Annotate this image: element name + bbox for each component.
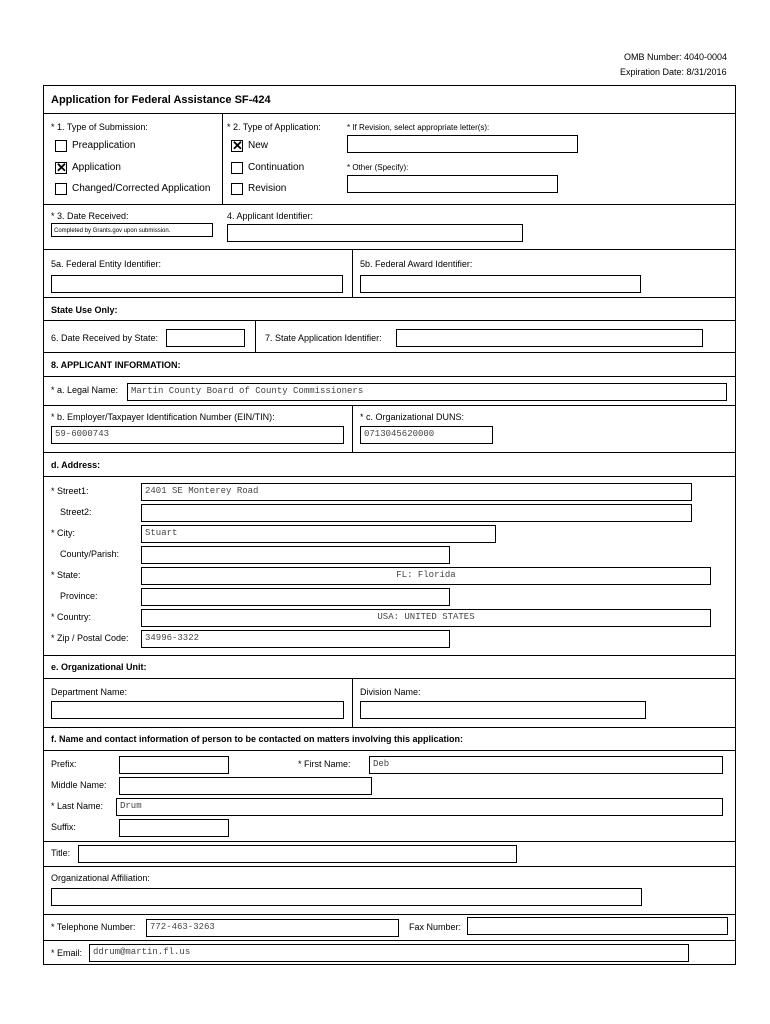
divider bbox=[255, 320, 256, 352]
type-of-application-label: * 2. Type of Application: bbox=[227, 122, 321, 132]
divider bbox=[43, 376, 736, 377]
middle-name-input[interactable] bbox=[119, 777, 372, 795]
state-label: * State: bbox=[51, 570, 81, 580]
legal-name-input[interactable]: Martin County Board of County Commissioners bbox=[127, 383, 727, 401]
divider bbox=[43, 914, 736, 915]
divider bbox=[352, 678, 353, 727]
divider bbox=[43, 204, 736, 205]
federal-award-input[interactable] bbox=[360, 275, 641, 293]
organizational-unit-heading: e. Organizational Unit: bbox=[51, 662, 147, 672]
revision-letter-input[interactable] bbox=[347, 135, 578, 153]
divider bbox=[352, 405, 353, 452]
type-of-submission-label: * 1. Type of Submission: bbox=[51, 122, 148, 132]
zip-input[interactable]: 34996-3322 bbox=[141, 630, 450, 648]
other-specify-label: * Other (Specify): bbox=[347, 163, 409, 172]
first-name-label: * First Name: bbox=[298, 759, 351, 769]
telephone-label: * Telephone Number: bbox=[51, 922, 136, 932]
first-name-input[interactable]: Deb bbox=[369, 756, 723, 774]
duns-label: * c. Organizational DUNS: bbox=[360, 412, 465, 422]
province-input[interactable] bbox=[141, 588, 450, 606]
divider bbox=[43, 678, 736, 679]
ein-input[interactable]: 59-6000743 bbox=[51, 426, 344, 444]
department-name-input[interactable] bbox=[51, 701, 344, 719]
date-received-label: * 3. Date Received: bbox=[51, 211, 129, 221]
county-label: County/Parish: bbox=[60, 549, 120, 559]
divider bbox=[43, 750, 736, 751]
suffix-input[interactable] bbox=[119, 819, 229, 837]
street1-label: * Street1: bbox=[51, 486, 89, 496]
expiration-date: Expiration Date: 8/31/2016 bbox=[620, 67, 727, 77]
state-application-id-label: 7. State Application Identifier: bbox=[265, 333, 382, 343]
divider bbox=[43, 655, 736, 656]
fax-label: Fax Number: bbox=[409, 922, 462, 932]
state-application-id-input[interactable] bbox=[396, 329, 703, 347]
application-label: Application bbox=[72, 162, 121, 173]
applicant-information-heading: 8. APPLICANT INFORMATION: bbox=[51, 360, 181, 370]
street1-input[interactable]: 2401 SE Monterey Road bbox=[141, 483, 692, 501]
street2-input[interactable] bbox=[141, 504, 692, 522]
divider bbox=[43, 452, 736, 453]
last-name-input[interactable]: Drum bbox=[116, 798, 723, 816]
country-select[interactable]: USA: UNITED STATES bbox=[141, 609, 711, 627]
province-label: Province: bbox=[60, 591, 98, 601]
date-received-state-label: 6. Date Received by State: bbox=[51, 333, 159, 343]
preapplication-label: Preapplication bbox=[72, 140, 136, 151]
date-received-state-input[interactable] bbox=[166, 329, 245, 347]
form-title: Application for Federal Assistance SF-424 bbox=[51, 94, 271, 106]
divider bbox=[222, 113, 223, 204]
department-name-label: Department Name: bbox=[51, 687, 128, 697]
changed-corrected-label: Changed/Corrected Application bbox=[72, 183, 211, 194]
email-label: * Email: bbox=[51, 948, 83, 958]
revision-letter-label: * If Revision, select appropriate letter(s): bbox=[347, 123, 490, 132]
applicant-identifier-label: 4. Applicant Identifier: bbox=[227, 211, 314, 221]
federal-award-label: 5b. Federal Award Identifier: bbox=[360, 259, 473, 269]
other-specify-input[interactable] bbox=[347, 175, 558, 193]
address-heading: d. Address: bbox=[51, 460, 101, 470]
street2-label: Street2: bbox=[60, 507, 92, 517]
title-input[interactable] bbox=[78, 845, 517, 863]
federal-entity-input[interactable] bbox=[51, 275, 343, 293]
country-label: * Country: bbox=[51, 612, 92, 622]
county-input[interactable] bbox=[141, 546, 450, 564]
email-input[interactable]: ddrum@martin.fl.us bbox=[89, 944, 689, 962]
federal-entity-label: 5a. Federal Entity Identifier: bbox=[51, 259, 162, 269]
state-select[interactable]: FL: Florida bbox=[141, 567, 711, 585]
divider bbox=[43, 727, 736, 728]
prefix-label: Prefix: bbox=[51, 759, 77, 769]
affiliation-label: Organizational Affiliation: bbox=[51, 873, 150, 883]
divider bbox=[43, 476, 736, 477]
continuation-checkbox[interactable] bbox=[231, 162, 243, 174]
duns-input[interactable]: 0713045620000 bbox=[360, 426, 493, 444]
fax-input[interactable] bbox=[467, 917, 728, 935]
telephone-input[interactable]: 772-463-3263 bbox=[146, 919, 399, 937]
affiliation-input[interactable] bbox=[51, 888, 642, 906]
divider bbox=[43, 352, 736, 353]
application-checkbox[interactable]: ✕ bbox=[56, 160, 67, 175]
omb-number: OMB Number: 4040-0004 bbox=[624, 52, 728, 62]
divider bbox=[352, 249, 353, 297]
ein-label: * b. Employer/Taxpayer Identification Number (EIN/TIN): bbox=[51, 412, 275, 422]
division-name-label: Division Name: bbox=[360, 687, 421, 697]
contact-heading: f. Name and contact information of person to be contacted on matters involving this application: bbox=[51, 734, 464, 744]
divider bbox=[43, 297, 736, 298]
city-input[interactable]: Stuart bbox=[141, 525, 496, 543]
title-label: Title: bbox=[51, 848, 71, 858]
divider bbox=[43, 940, 736, 941]
continuation-label: Continuation bbox=[248, 162, 305, 173]
revision-label: Revision bbox=[248, 183, 287, 194]
prefix-input[interactable] bbox=[119, 756, 229, 774]
divider bbox=[43, 320, 736, 321]
date-received-input: Completed by Grants.gov upon submission. bbox=[51, 223, 213, 237]
divider bbox=[43, 866, 736, 867]
changed-corrected-checkbox[interactable] bbox=[55, 183, 67, 195]
divider bbox=[43, 405, 736, 406]
new-checkbox[interactable]: ✕ bbox=[232, 138, 243, 153]
state-use-heading: State Use Only: bbox=[51, 305, 118, 315]
division-name-input[interactable] bbox=[360, 701, 646, 719]
middle-name-label: Middle Name: bbox=[51, 780, 107, 790]
divider bbox=[43, 113, 736, 114]
divider bbox=[43, 249, 736, 250]
revision-checkbox[interactable] bbox=[231, 183, 243, 195]
new-label: New bbox=[248, 140, 269, 151]
suffix-label: Suffix: bbox=[51, 822, 76, 832]
preapplication-checkbox[interactable] bbox=[55, 140, 67, 152]
legal-name-label: * a. Legal Name: bbox=[51, 385, 119, 395]
zip-label: * Zip / Postal Code: bbox=[51, 633, 129, 643]
city-label: * City: bbox=[51, 528, 76, 538]
last-name-label: * Last Name: bbox=[51, 801, 104, 811]
applicant-identifier-input[interactable] bbox=[227, 224, 523, 242]
divider bbox=[43, 841, 736, 842]
